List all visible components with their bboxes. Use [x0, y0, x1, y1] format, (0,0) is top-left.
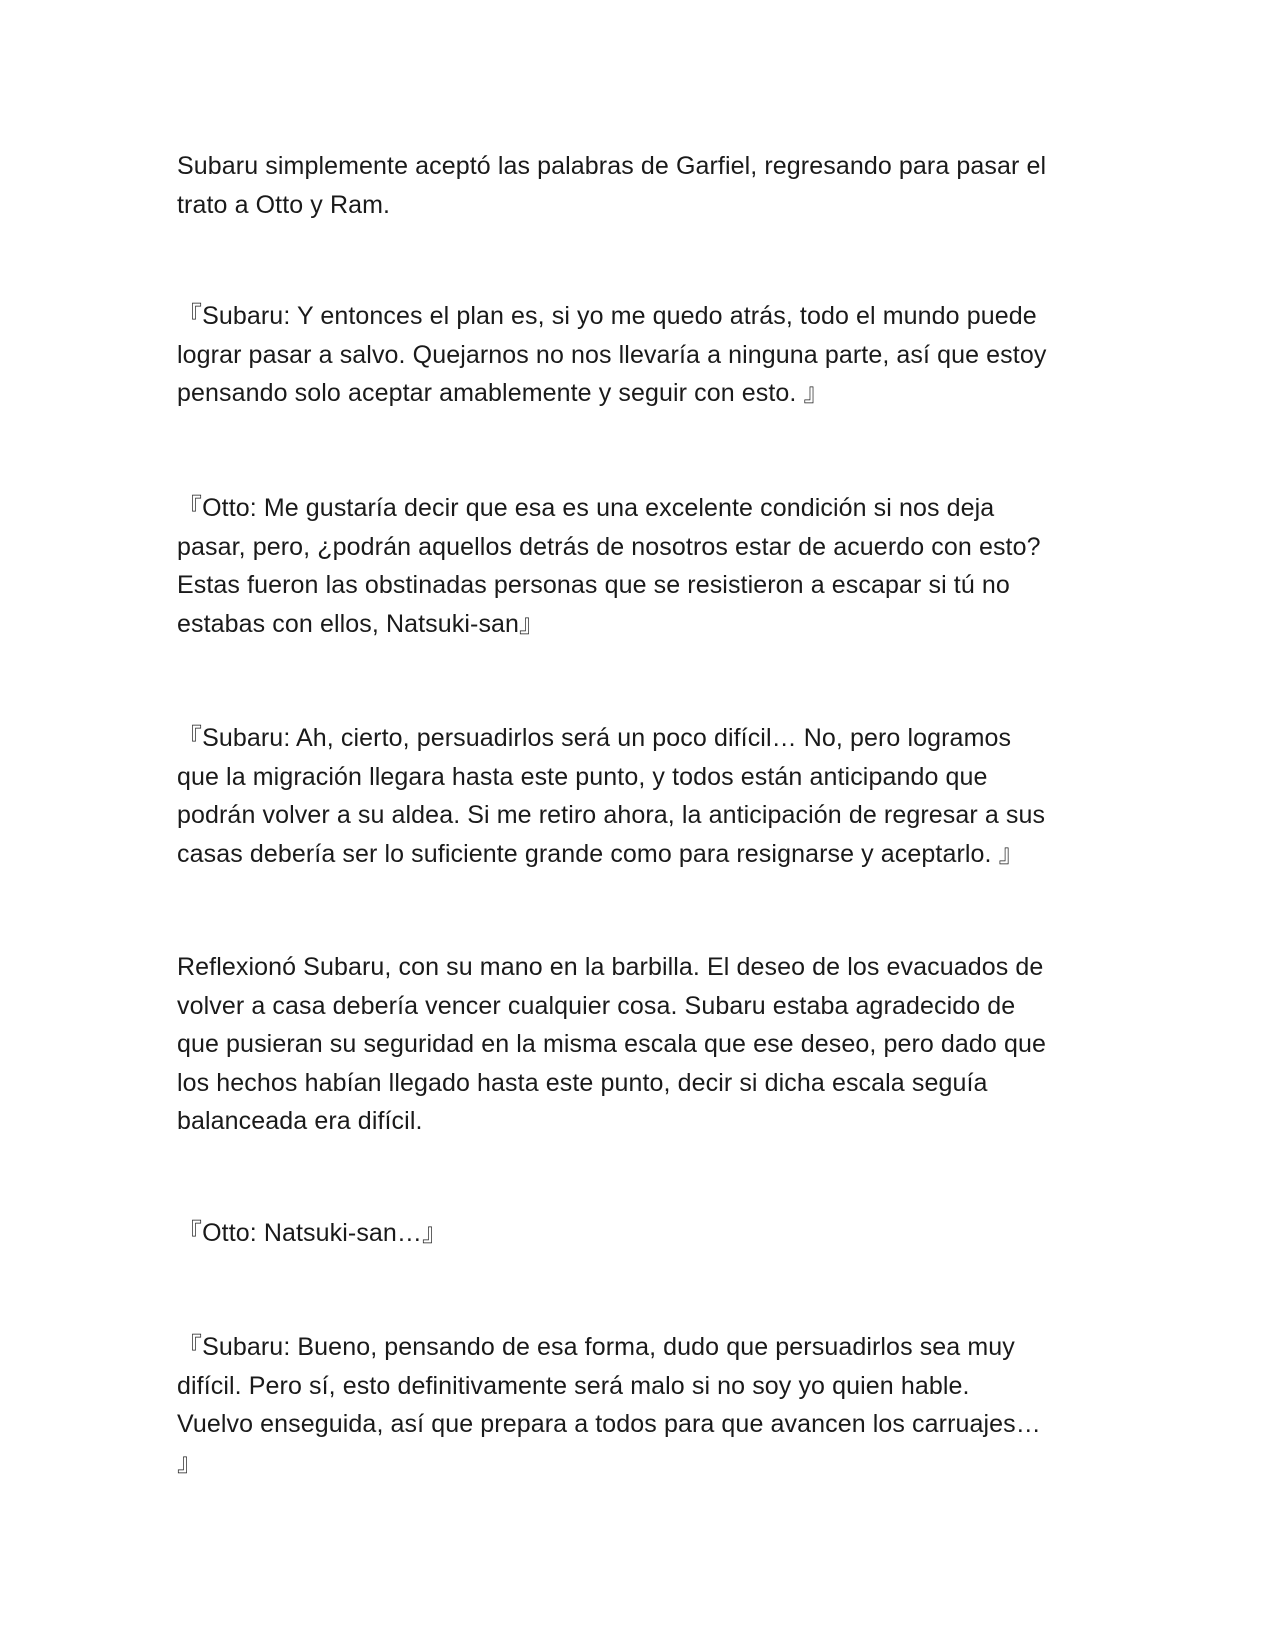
dialogue-otto-short: 『Otto: Natsuki-san…』	[177, 1219, 448, 1247]
narration-reflection: Reflexionó Subaru, con su mano en la barbilla. El deseo de los evacuados de volver a casa debería vencer cualquier cosa. Subaru estaba agradecido de que pusieran su seguridad en la misma escala que ese deseo, pero dado que los hechos habían llegado hasta este punto, decir si dicha escala seguía balanceada era difícil.	[177, 953, 1046, 1135]
dialogue-otto-condition: 『Otto: Me gustaría decir que esa es una excelente condición si nos deja pasar, pero, ¿podrán aquellos detrás de nosotros estar de acuerdo con esto? Estas fueron las obstinadas personas que se resistieron a escapar si tú no estabas con ellos, Natsuki-san』	[177, 494, 1041, 638]
dialogue-subaru-plan: 『Subaru: Y entonces el plan es, si yo me quedo atrás, todo el mundo puede lograr pasar a salvo. Quejarnos no nos llevaría a ninguna parte, así que estoy pensando solo aceptar amablemente y seguir con esto. 』	[177, 302, 1047, 407]
narration-paragraph: Subaru simplemente aceptó las palabras de Garfiel, regresando para pasar el trato a Otto y Ram.	[177, 152, 1047, 219]
dialogue-subaru-return: 『Subaru: Bueno, pensando de esa forma, dudo que persuadirlos sea muy difícil. Pero sí, esto definitivamente será malo si no soy yo quien hable. Vuelvo enseguida, así que prepara a todos para que avancen los carruajes… 』	[177, 1333, 1041, 1477]
dialogue-subaru-persuade: 『Subaru: Ah, cierto, persuadirlos será un poco difícil… No, pero logramos que la migración llegara hasta este punto, y todos están anticipando que podrán volver a su aldea. Si me retiro ahora, la anticipación de regresar a sus casas debería ser lo suficiente grande como para resignarse y aceptarlo. 』	[177, 724, 1046, 868]
